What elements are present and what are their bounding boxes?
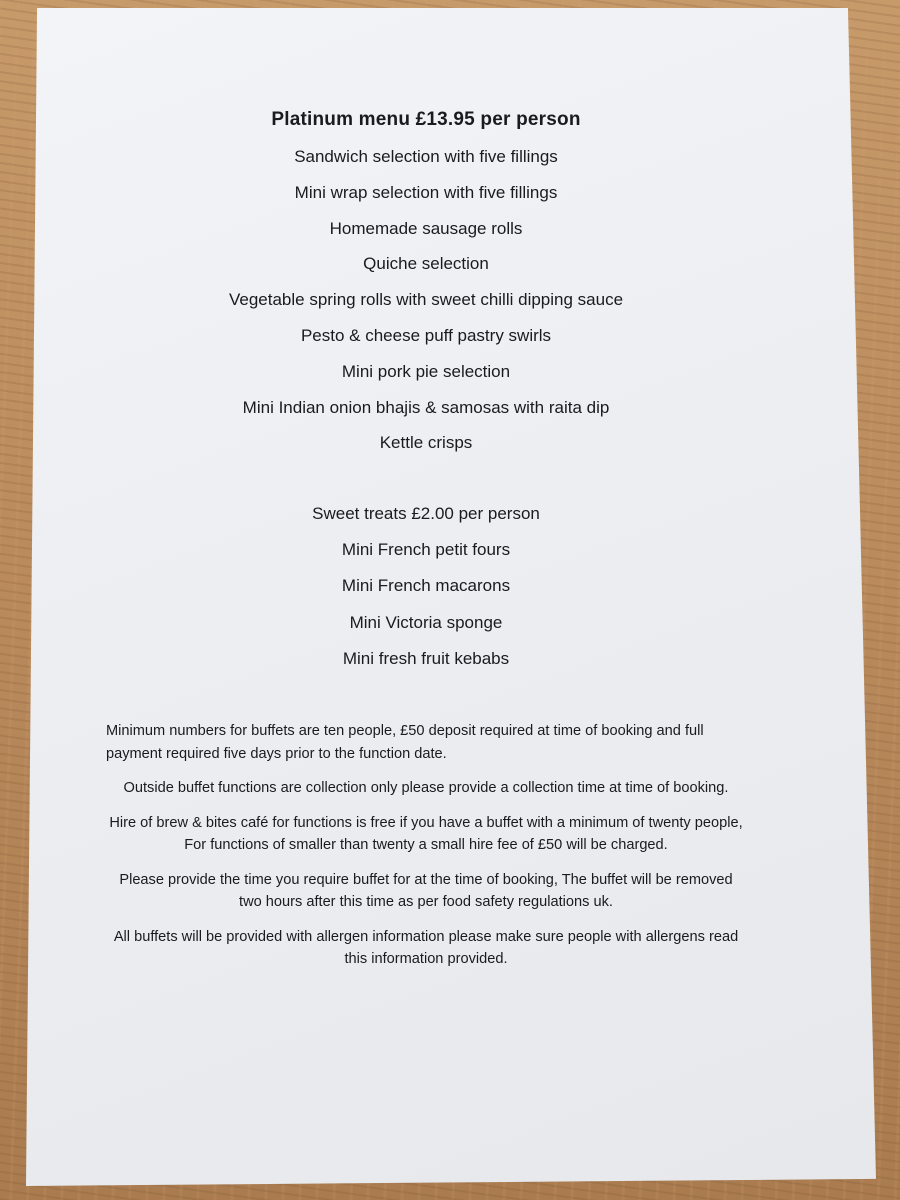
note-buffet-time: Please provide the time you require buffet for at the time of booking, The buffet will be removed two hours after this time as per food safety regulations uk. xyxy=(119,871,733,910)
sweet-treats-items xyxy=(26,539,826,684)
menu-document xyxy=(26,8,876,1186)
sweet-treats-title: Sweet treats £2.00 per person xyxy=(312,504,540,523)
note-minimum-numbers: Minimum numbers for buffets are ten people, £50 deposit required at time of booking and full payment required five days prior to the function date. xyxy=(106,723,704,762)
menu-item: Homemade sausage rolls xyxy=(329,218,523,238)
menu-item: Mini Indian onion bhajis & samosas with raita dip xyxy=(242,397,610,417)
note-cafe-hire: Hire of brew & bites café for functions is free if you have a buffet with a minimum of twenty people, For functions of smaller than twenty a small hire fee of £50 will be charged. xyxy=(109,814,743,853)
menu-item: Sandwich selection with five fillings xyxy=(294,147,558,166)
platinum-menu-title: Platinum menu £13.95 per person xyxy=(271,109,581,130)
menu-item: Mini pork pie selection xyxy=(341,361,511,381)
sweet-item: Mini French petit fours xyxy=(341,540,511,559)
note-outside-functions: Outside buffet functions are collection only please provide a collection time at time of booking. xyxy=(123,780,729,796)
sweet-item: Mini French macarons xyxy=(341,576,511,596)
menu-item: Mini wrap selection with five fillings xyxy=(294,182,558,202)
sweet-item: Mini Victoria sponge xyxy=(349,612,503,632)
menu-item: Pesto & cheese puff pastry swirls xyxy=(300,325,552,345)
note-allergens: All buffets will be provided with allergen information please make sure people with allergens read this information provided. xyxy=(113,928,739,967)
booking-notes xyxy=(106,720,746,983)
menu-item: Quiche selection xyxy=(363,254,489,274)
menu-item: Vegetable spring rolls with sweet chilli dipping sauce xyxy=(228,290,624,310)
platinum-menu-items xyxy=(26,146,826,468)
sweet-item: Mini fresh fruit kebabs xyxy=(342,648,510,668)
menu-item: Kettle crisps xyxy=(379,433,473,453)
